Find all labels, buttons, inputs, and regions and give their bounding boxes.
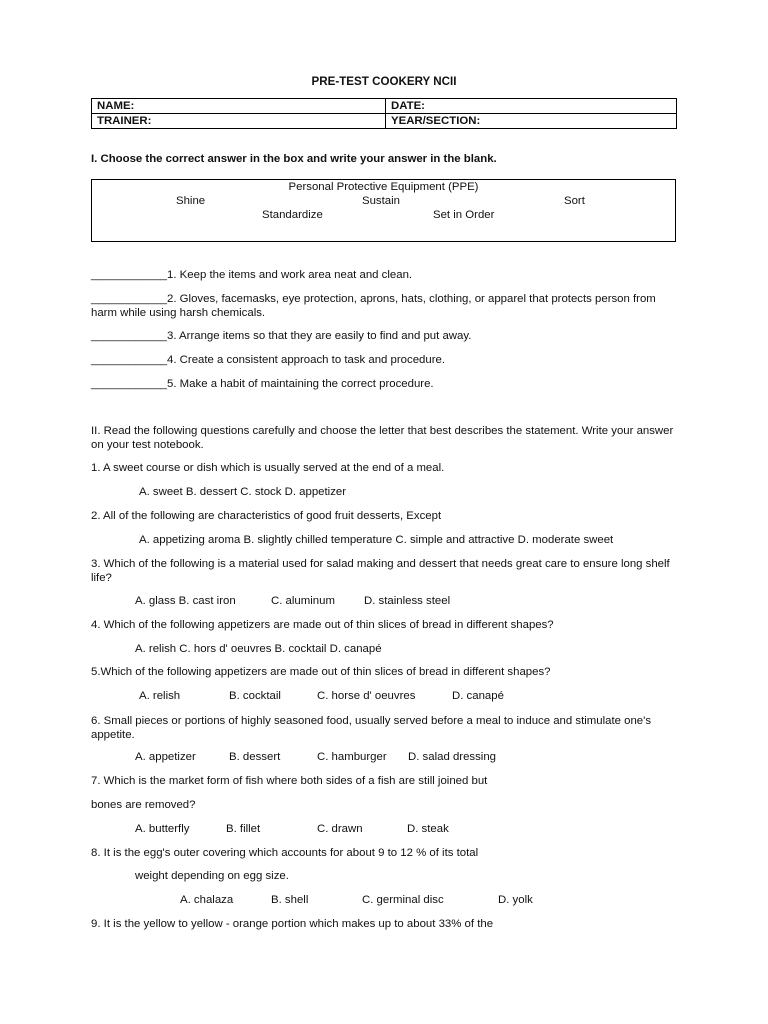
choice-set-in-order: Set in Order xyxy=(433,209,495,221)
question-5-option-b: B. cocktail xyxy=(229,690,281,702)
question-8-option-d: D. yolk xyxy=(498,894,533,906)
question-2: 2. All of the following are characteristics of good fruit desserts, Except xyxy=(91,510,442,522)
question-7-line-2: bones are removed? xyxy=(91,799,196,811)
part1-item-1: ____________1. Keep the items and work area neat and clean. xyxy=(91,269,413,281)
trainer-cell: TRAINER: xyxy=(92,114,386,129)
question-7-option-b: B. fillet xyxy=(226,823,261,835)
name-cell: NAME: xyxy=(92,99,386,114)
question-6-option-c: C. hamburger xyxy=(317,751,387,763)
question-8-option-a: A. chalaza xyxy=(180,894,234,906)
question-6-option-b: B. dessert xyxy=(229,751,281,763)
question-3: 3. Which of the following is a material used for salad making and dessert that needs great care to ensure long shelf life? xyxy=(91,558,670,584)
choices-box-title: Personal Protective Equipment (PPE) xyxy=(288,181,479,193)
question-8-option-b: B. shell xyxy=(271,894,309,906)
choice-shine: Shine xyxy=(176,195,206,207)
question-8-option-c: C. germinal disc xyxy=(362,894,444,906)
question-5: 5.Which of the following appetizers are made out of thin slices of bread in different shapes? xyxy=(91,666,551,678)
question-3-option-c: C. aluminum xyxy=(271,595,335,607)
question-7-option-a: A. butterfly xyxy=(135,823,190,835)
question-7-option-d: D. steak xyxy=(407,823,449,835)
question-4-options: A. relish C. hors d' oeuvres B. cocktail D. canapé xyxy=(135,643,382,655)
student-info-table xyxy=(91,98,677,129)
question-2-options: A. appetizing aroma B. slightly chilled temperature C. simple and attractive D. moderate sweet xyxy=(139,534,614,546)
part1-item-3: ____________3. Arrange items so that they are easily to find and put away. xyxy=(91,330,472,342)
question-8-line-2: weight depending on egg size. xyxy=(135,870,289,882)
choice-sustain: Sustain xyxy=(362,195,400,207)
question-8-line-1: 8. It is the egg's outer covering which accounts for about 9 to 12 % of its total xyxy=(91,847,479,859)
choice-sort: Sort xyxy=(564,195,585,207)
question-6-option-d: D. salad dressing xyxy=(408,751,497,763)
year-section-cell: YEAR/SECTION: xyxy=(386,114,677,129)
choices-box xyxy=(91,179,676,242)
part2-instruction: II. Read the following questions carefully and choose the letter that best describes the statement. Write your answer on your test notebook. xyxy=(91,425,674,451)
question-5-option-c: C. horse d' oeuvres xyxy=(317,690,416,702)
question-7-line-1: 7. Which is the market form of fish where both sides of a fish are still joined but xyxy=(91,775,488,787)
question-9-line-1: 9. It is the yellow to yellow - orange portion which makes up to about 33% of the xyxy=(91,918,494,930)
question-4: 4. Which of the following appetizers are made out of thin slices of bread in different shapes? xyxy=(91,619,554,631)
document-title: PRE-TEST COOKERY NCII xyxy=(311,75,457,88)
question-5-option-d: D. canapé xyxy=(452,690,504,702)
question-1-options: A. sweet B. dessert C. stock D. appetizer xyxy=(139,486,347,498)
part1-instruction: I. Choose the correct answer in the box and write your answer in the blank. xyxy=(91,153,497,165)
date-cell: DATE: xyxy=(386,99,677,114)
part1-item-4: ____________4. Create a consistent approach to task and procedure. xyxy=(91,354,445,366)
question-6: 6. Small pieces or portions of highly seasoned food, usually served before a meal to induce and stimulate one's appetite. xyxy=(91,715,652,741)
choice-standardize: Standardize xyxy=(262,209,323,221)
question-3-option-ab: A. glass B. cast iron xyxy=(135,595,236,607)
question-6-option-a: A. appetizer xyxy=(135,751,196,763)
question-3-option-d: D. stainless steel xyxy=(364,595,451,607)
question-7-option-c: C. drawn xyxy=(317,823,363,835)
question-5-option-a: A. relish xyxy=(139,690,181,702)
part1-item-5: ____________5. Make a habit of maintaining the correct procedure. xyxy=(91,378,434,390)
question-1: 1. A sweet course or dish which is usually served at the end of a meal. xyxy=(91,462,445,474)
part1-item-2: ____________2. Gloves, facemasks, eye protection, aprons, hats, clothing, or apparel that protects person from harm while using harsh chemicals. xyxy=(91,293,656,319)
